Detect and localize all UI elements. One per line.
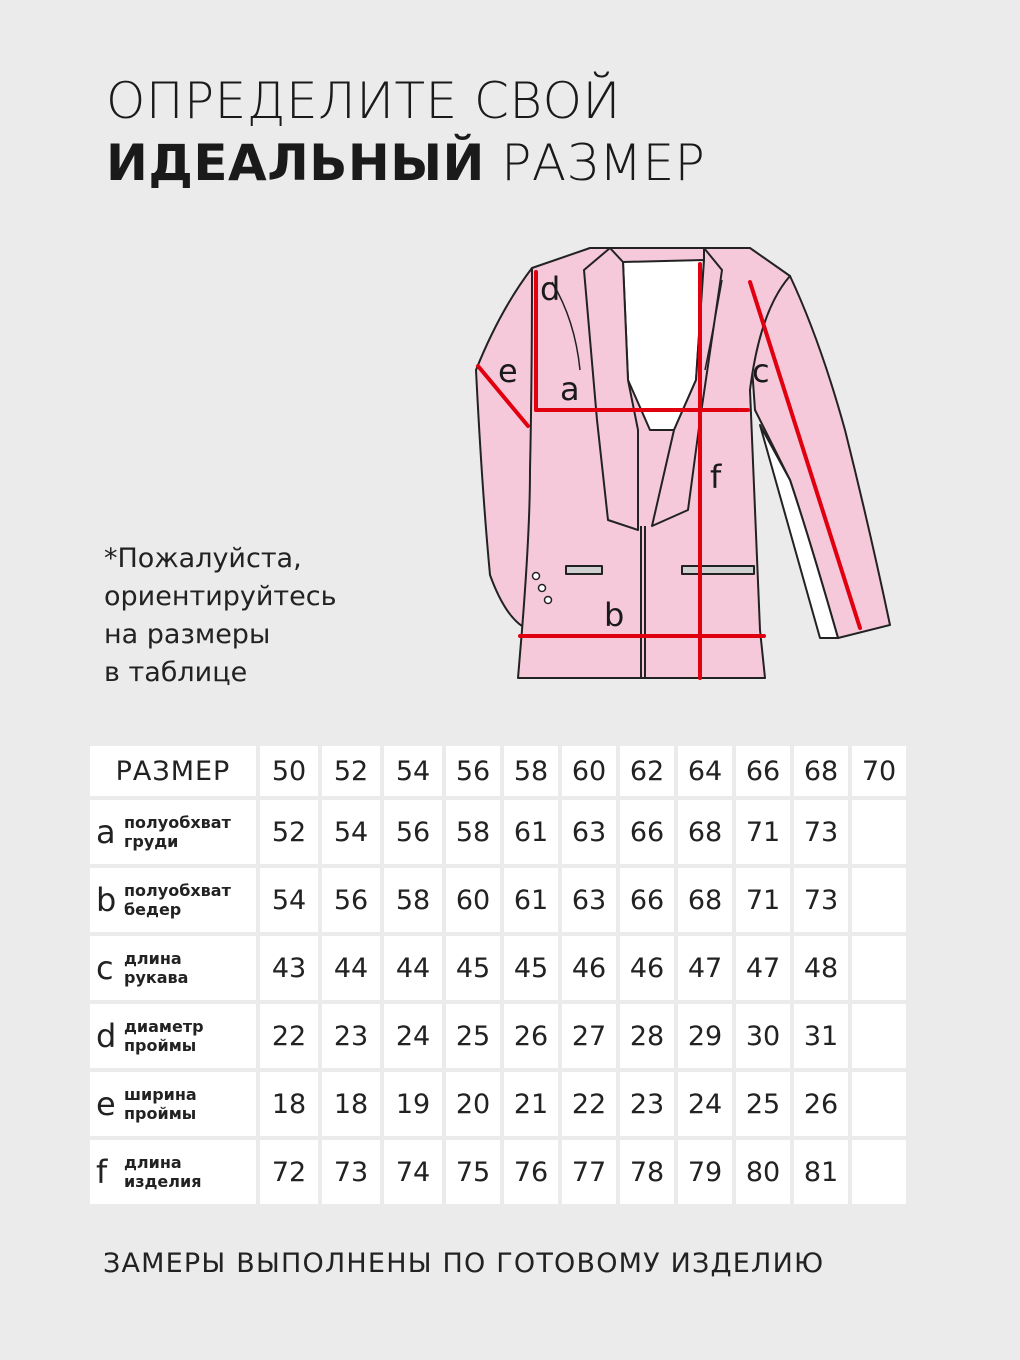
title-line-2 bbox=[106, 132, 705, 194]
size-value-cell: 23 bbox=[322, 1004, 380, 1068]
jacket-diagram bbox=[460, 230, 900, 690]
size-value-cell: 73 bbox=[794, 800, 848, 864]
size-value-cell: 54 bbox=[322, 800, 380, 864]
size-header-cell: 52 bbox=[322, 746, 380, 796]
size-value-cell: 68 bbox=[678, 800, 732, 864]
size-value-cell: 28 bbox=[620, 1004, 674, 1068]
measurement-label bbox=[90, 1140, 256, 1204]
size-value-cell: 21 bbox=[504, 1072, 558, 1136]
size-value-cell: 76 bbox=[504, 1140, 558, 1204]
size-table bbox=[86, 742, 910, 1208]
size-header-cell: 64 bbox=[678, 746, 732, 796]
label-f: f bbox=[710, 458, 722, 496]
measurement-letter: d bbox=[96, 1017, 117, 1055]
size-value-cell: 71 bbox=[736, 868, 790, 932]
note-line: на размеры bbox=[104, 619, 271, 650]
label-c: c bbox=[752, 352, 770, 390]
note-line: в таблице bbox=[104, 657, 248, 688]
size-value-cell bbox=[852, 936, 906, 1000]
page-title bbox=[106, 70, 705, 194]
label-d: d bbox=[540, 270, 561, 308]
jacket-outline bbox=[476, 248, 890, 678]
title-bold-word: ИДЕАЛЬНЫЙ bbox=[106, 134, 485, 192]
size-value-cell bbox=[852, 1072, 906, 1136]
size-value-cell: 77 bbox=[562, 1140, 616, 1204]
size-value-cell: 47 bbox=[736, 936, 790, 1000]
note-line: ориентируйтесь bbox=[104, 581, 337, 612]
size-value-cell: 31 bbox=[794, 1004, 848, 1068]
measurement-label-cell bbox=[90, 1140, 256, 1204]
measurement-desc-line2: груди bbox=[124, 832, 179, 851]
size-value-cell: 78 bbox=[620, 1140, 674, 1204]
size-value-cell: 47 bbox=[678, 936, 732, 1000]
size-value-cell: 66 bbox=[620, 868, 674, 932]
measurement-description bbox=[124, 1017, 204, 1055]
measurement-description bbox=[124, 813, 231, 851]
size-value-cell: 22 bbox=[562, 1072, 616, 1136]
size-value-cell: 45 bbox=[504, 936, 558, 1000]
size-value-cell: 52 bbox=[260, 800, 318, 864]
size-value-cell: 25 bbox=[736, 1072, 790, 1136]
size-value-cell: 61 bbox=[504, 868, 558, 932]
measurement-label bbox=[90, 800, 256, 864]
measurement-label-cell bbox=[90, 868, 256, 932]
size-header-cell: 70 bbox=[852, 746, 906, 796]
measurement-desc-line2: изделия bbox=[124, 1172, 202, 1191]
measurement-desc-line2: рукава bbox=[124, 968, 189, 987]
measurement-description bbox=[124, 881, 231, 919]
size-value-cell: 27 bbox=[562, 1004, 616, 1068]
size-value-cell: 58 bbox=[384, 868, 442, 932]
measurement-letter: a bbox=[96, 813, 116, 851]
size-value-cell: 22 bbox=[260, 1004, 318, 1068]
measurement-desc-line2: бедер bbox=[124, 900, 182, 919]
size-value-cell: 81 bbox=[794, 1140, 848, 1204]
size-table-row bbox=[90, 868, 906, 932]
size-value-cell: 66 bbox=[620, 800, 674, 864]
measurement-desc-line1: длина bbox=[124, 949, 182, 968]
size-header-cell: 56 bbox=[446, 746, 500, 796]
right-pocket bbox=[682, 566, 754, 574]
measurement-letter: c bbox=[96, 949, 114, 987]
measurement-label-cell bbox=[90, 1004, 256, 1068]
left-pocket bbox=[566, 566, 602, 574]
size-header-label: РАЗМЕР bbox=[90, 746, 256, 796]
size-table-body bbox=[90, 800, 906, 1204]
size-value-cell: 60 bbox=[446, 868, 500, 932]
measurement-label bbox=[90, 868, 256, 932]
size-value-cell: 63 bbox=[562, 868, 616, 932]
size-value-cell: 68 bbox=[678, 868, 732, 932]
size-value-cell: 61 bbox=[504, 800, 558, 864]
size-value-cell: 63 bbox=[562, 800, 616, 864]
measurement-label-cell bbox=[90, 936, 256, 1000]
measurement-desc-line1: полуобхват bbox=[124, 813, 231, 832]
size-table-row bbox=[90, 1140, 906, 1204]
size-value-cell: 80 bbox=[736, 1140, 790, 1204]
size-header-row bbox=[90, 746, 906, 796]
size-header-cell: 68 bbox=[794, 746, 848, 796]
size-value-cell: 48 bbox=[794, 936, 848, 1000]
measurement-label-cell bbox=[90, 800, 256, 864]
measurement-label bbox=[90, 1072, 256, 1136]
size-value-cell: 44 bbox=[384, 936, 442, 1000]
size-table-row bbox=[90, 1004, 906, 1068]
measurement-description bbox=[124, 1153, 201, 1191]
size-value-cell: 18 bbox=[322, 1072, 380, 1136]
size-value-cell: 24 bbox=[384, 1004, 442, 1068]
size-value-cell: 24 bbox=[678, 1072, 732, 1136]
measurement-desc-line2: проймы bbox=[124, 1104, 197, 1123]
size-value-cell: 44 bbox=[322, 936, 380, 1000]
size-value-cell: 74 bbox=[384, 1140, 442, 1204]
size-value-cell: 46 bbox=[562, 936, 616, 1000]
size-value-cell: 72 bbox=[260, 1140, 318, 1204]
size-table-row bbox=[90, 936, 906, 1000]
measurement-desc-line1: диаметр bbox=[124, 1017, 204, 1036]
measurement-description bbox=[124, 949, 188, 987]
title-line-1: ОПРЕДЕЛИТЕ СВОЙ bbox=[106, 72, 621, 130]
size-header-cell: 60 bbox=[562, 746, 616, 796]
size-value-cell: 23 bbox=[620, 1072, 674, 1136]
size-value-cell: 18 bbox=[260, 1072, 318, 1136]
size-value-cell: 20 bbox=[446, 1072, 500, 1136]
size-table-row bbox=[90, 1072, 906, 1136]
size-value-cell: 25 bbox=[446, 1004, 500, 1068]
size-value-cell: 56 bbox=[384, 800, 442, 864]
measurement-desc-line1: полуобхват bbox=[124, 881, 231, 900]
size-value-cell: 19 bbox=[384, 1072, 442, 1136]
size-value-cell: 26 bbox=[504, 1004, 558, 1068]
size-value-cell: 79 bbox=[678, 1140, 732, 1204]
size-value-cell bbox=[852, 1140, 906, 1204]
size-value-cell: 56 bbox=[322, 868, 380, 932]
size-value-cell: 29 bbox=[678, 1004, 732, 1068]
footer-note: ЗАМЕРЫ ВЫПОЛНЕНЫ ПО ГОТОВОМУ ИЗДЕЛИЮ bbox=[103, 1248, 825, 1279]
size-header-cell: 62 bbox=[620, 746, 674, 796]
size-header-cell: 50 bbox=[260, 746, 318, 796]
size-value-cell: 73 bbox=[794, 868, 848, 932]
size-value-cell: 26 bbox=[794, 1072, 848, 1136]
measurement-label bbox=[90, 936, 256, 1000]
size-header-cell: 58 bbox=[504, 746, 558, 796]
measurement-letter: e bbox=[96, 1085, 116, 1123]
size-value-cell: 45 bbox=[446, 936, 500, 1000]
measurement-label bbox=[90, 1004, 256, 1068]
measurement-label-cell bbox=[90, 1072, 256, 1136]
size-value-cell: 30 bbox=[736, 1004, 790, 1068]
label-e: e bbox=[498, 352, 518, 390]
measurement-letter: b bbox=[96, 881, 117, 919]
measurement-desc-line1: ширина bbox=[124, 1085, 197, 1104]
size-value-cell: 46 bbox=[620, 936, 674, 1000]
measurement-desc-line1: длина bbox=[124, 1153, 182, 1172]
size-value-cell bbox=[852, 800, 906, 864]
label-b: b bbox=[604, 596, 625, 634]
size-header-cell: 66 bbox=[736, 746, 790, 796]
size-value-cell: 43 bbox=[260, 936, 318, 1000]
title-rest-word: РАЗМЕР bbox=[501, 134, 706, 192]
measurement-letter: f bbox=[96, 1153, 108, 1191]
note-line: *Пожалуйста, bbox=[104, 543, 302, 574]
measurement-desc-line2: проймы bbox=[124, 1036, 197, 1055]
label-a: a bbox=[560, 370, 580, 408]
size-value-cell: 54 bbox=[260, 868, 318, 932]
size-value-cell: 73 bbox=[322, 1140, 380, 1204]
size-value-cell: 71 bbox=[736, 800, 790, 864]
size-value-cell: 58 bbox=[446, 800, 500, 864]
size-value-cell bbox=[852, 868, 906, 932]
size-header-cell: 54 bbox=[384, 746, 442, 796]
size-note bbox=[104, 540, 337, 692]
size-value-cell bbox=[852, 1004, 906, 1068]
size-table-row bbox=[90, 800, 906, 864]
size-value-cell: 75 bbox=[446, 1140, 500, 1204]
measurement-description bbox=[124, 1085, 197, 1123]
